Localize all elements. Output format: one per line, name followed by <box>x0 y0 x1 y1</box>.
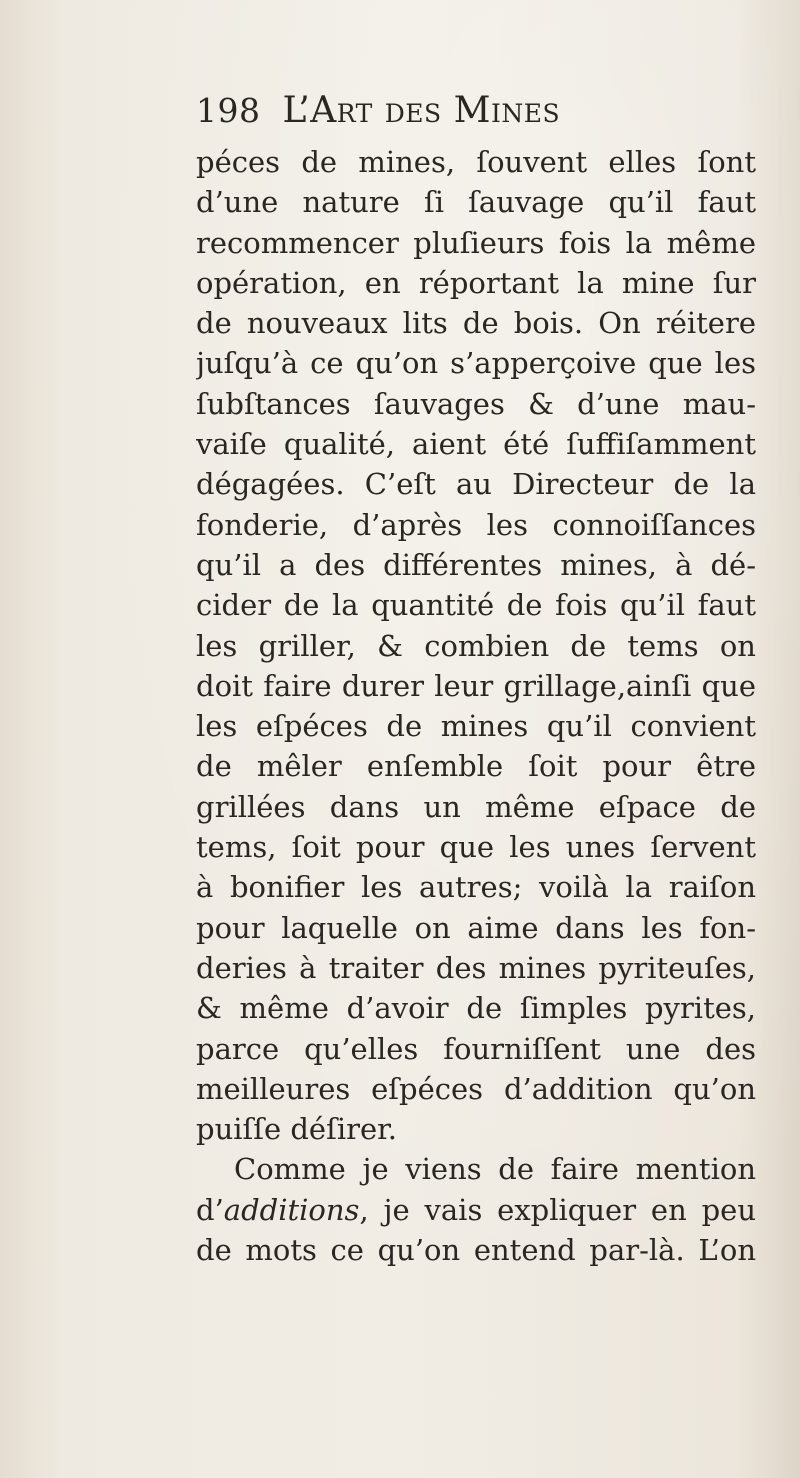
text-line: les griller, & combien de tems on <box>196 628 756 663</box>
paragraph-start-line: Comme je viens de faire mention <box>234 1152 756 1187</box>
line-rest-text: , je vais expliquer en peu <box>359 1192 756 1227</box>
italic-term: additions <box>223 1192 360 1227</box>
paragraph-end-line: puiſſe déſirer. <box>196 1112 398 1147</box>
text-line: dégagées. C’eſt au Directeur de la <box>196 467 756 502</box>
text-line: à bonifier les autres; voilà la raiſon <box>196 870 756 905</box>
running-title: L’Art des Mines <box>282 90 561 131</box>
text-line: de mots ce qu’on entend par-là. L’on <box>196 1233 756 1268</box>
text-line: pour laquelle on aime dans les fon- <box>196 910 756 945</box>
text-line: grillées dans un même eſpace de <box>196 789 756 824</box>
text-line: d’une nature ſi ſauvage qu’il faut <box>196 185 756 220</box>
text-line: fonderie, d’après les connoiſſances <box>196 507 756 542</box>
running-head <box>196 90 656 140</box>
text-line: de mêler enſemble ſoit pour être <box>196 749 756 784</box>
text-line: ſubſtances ſauvages & d’une mau- <box>196 386 756 421</box>
text-line: tems, ſoit pour que les unes ſervent <box>196 830 756 865</box>
text-line: deries à traiter des mines pyriteuſes, <box>196 950 756 985</box>
text-line: recommencer pluſieurs fois la même <box>196 225 756 260</box>
text-line: les eſpéces de mines qu’il convient <box>196 709 756 744</box>
text-line: opération, en réportant la mine ſur <box>196 265 756 300</box>
page-number: 198 <box>196 91 261 130</box>
text-line: vaiſe qualité, aient été ſuffiſamment <box>196 427 756 462</box>
text-line: cider de la quantité de fois qu’il faut <box>196 588 756 623</box>
text-line: parce qu’elles fourniſſent une des <box>196 1031 756 1066</box>
text-line: péces de mines, ſouvent elles ſont <box>196 145 756 179</box>
text-line: qu’il a des différentes mines, à dé- <box>196 547 756 582</box>
text-line: & même d’avoir de ſimples pyrites, <box>196 991 756 1026</box>
text-line <box>196 1190 756 1230</box>
text-line: doit faire durer leur grillage,ainſi que <box>196 668 756 703</box>
prefix-text: d’ <box>196 1192 224 1227</box>
text-line: juſqu’à ce qu’on s’apperçoive que les <box>196 346 756 381</box>
text-line: meilleures eſpéces d’addition qu’on <box>196 1071 756 1106</box>
text-line: de nouveaux lits de bois. On réitere <box>196 306 756 341</box>
body-text <box>196 142 756 1270</box>
